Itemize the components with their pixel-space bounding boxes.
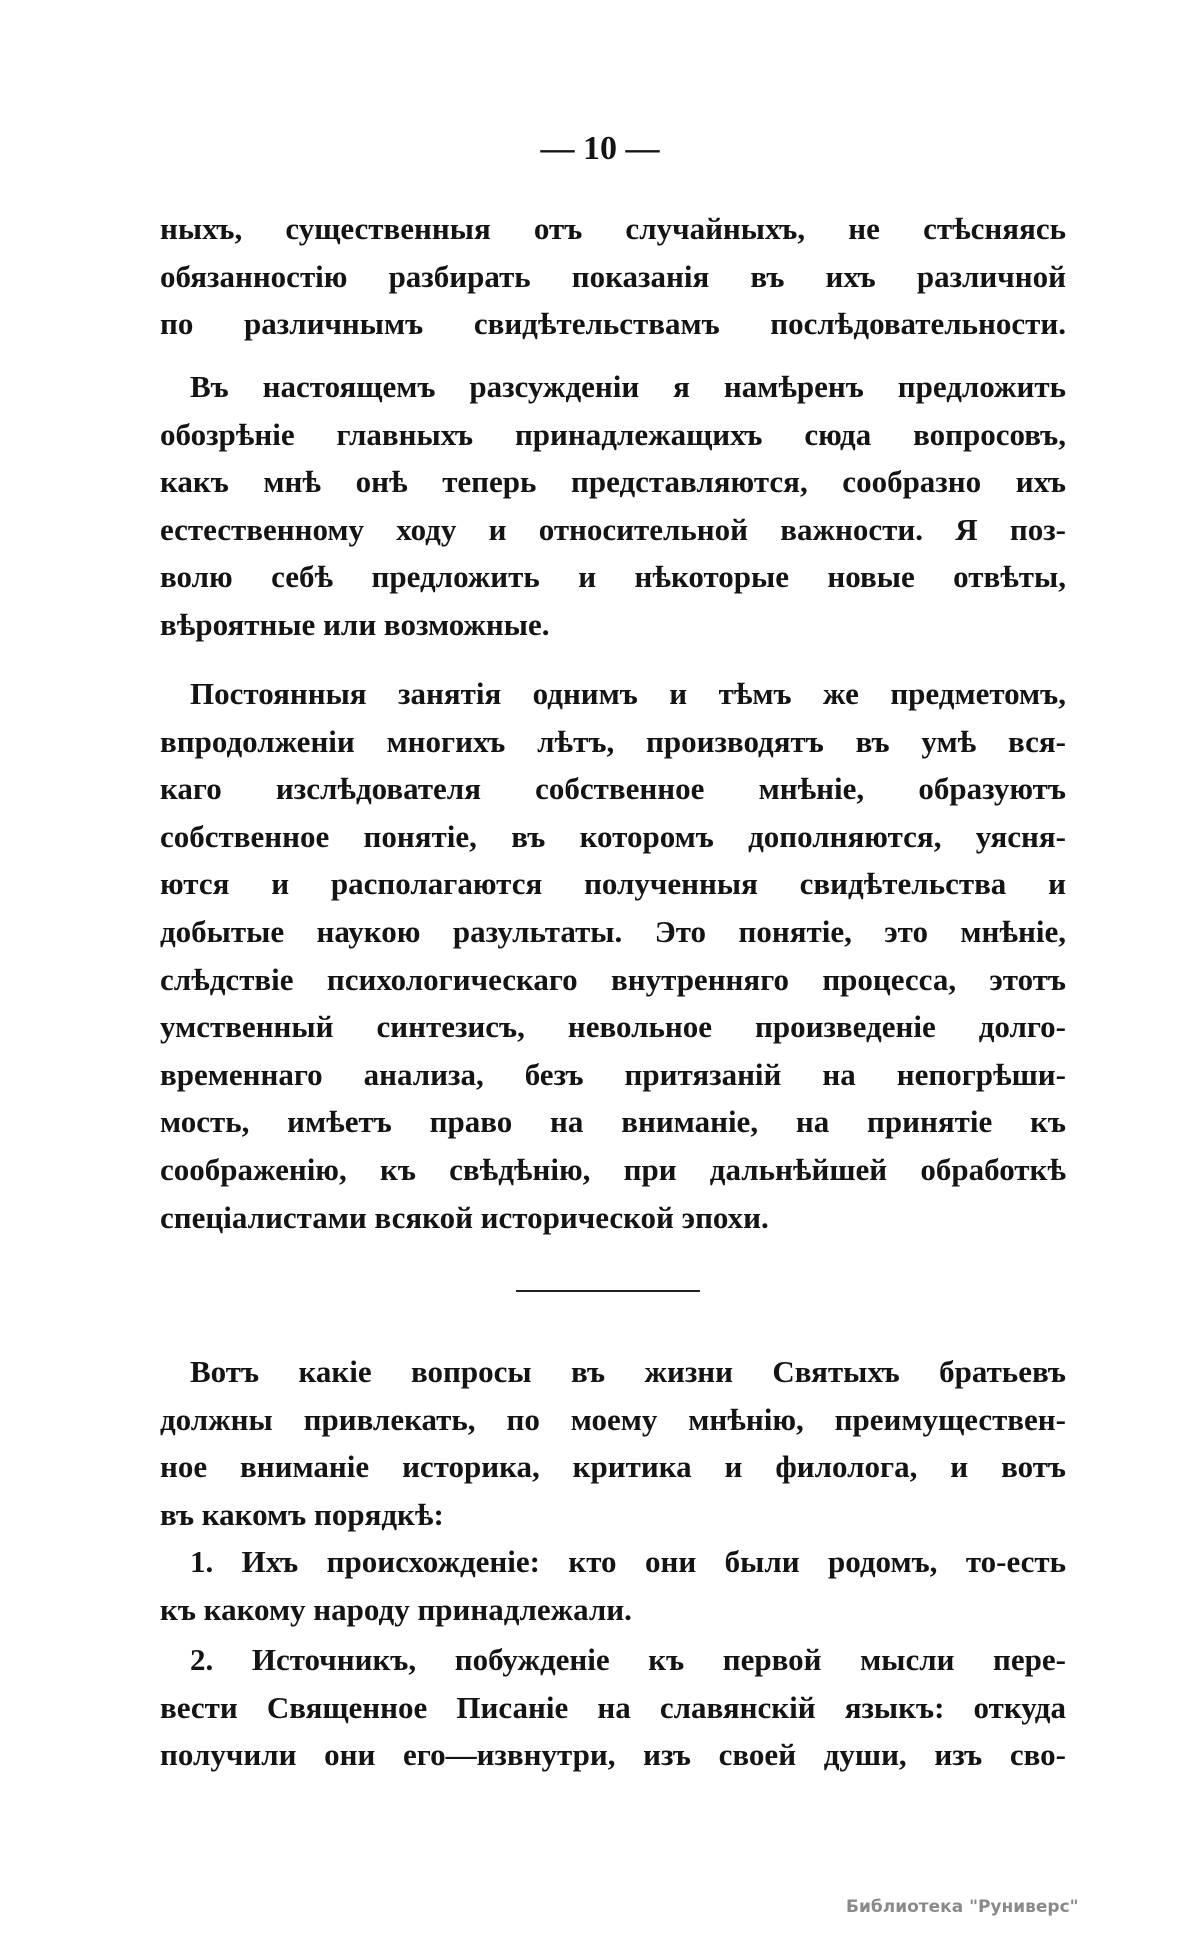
text-line: обозрѣніе главныхъ принадлежащихъ сюда вопросовъ, bbox=[160, 416, 1066, 452]
text-line: 1. Ихъ происхожденіе: кто они были родомъ, то-есть bbox=[190, 1544, 1066, 1579]
text-line: ются и располагаются полученныя свидѣтельства и bbox=[160, 866, 1066, 902]
text-line: волю себѣ предложить и нѣкоторые новые отвѣты, bbox=[160, 559, 1066, 595]
text-line: ное вниманіе историка, критика и филолога, и вотъ bbox=[160, 1449, 1066, 1485]
text-line: Постоянныя занятія однимъ и тѣмъ же предметомъ, bbox=[190, 676, 1066, 711]
page-number: — 10 — bbox=[540, 130, 660, 167]
text-line: собственное понятіе, въ которомъ дополняются, уясня- bbox=[160, 818, 1066, 854]
text-line: какъ мнѣ онѣ теперь представляются, сообразно ихъ bbox=[160, 464, 1066, 500]
text-line: слѣдствіе психологическаго внутренняго процесса, этотъ bbox=[160, 961, 1066, 997]
text-line: мость, имѣетъ право на вниманіе, на принятіе къ bbox=[160, 1104, 1066, 1140]
text-line: должны привлекать, по моему мнѣнію, преимуществен- bbox=[160, 1401, 1066, 1437]
text-line: естественному ходу и относительной важности. Я поз- bbox=[160, 511, 1066, 547]
text-line: получили они его—извнутри, изъ своей души, изъ сво- bbox=[160, 1737, 1066, 1773]
text-line: по различнымъ свидѣтельствамъ послѣдовательности. bbox=[160, 306, 1066, 342]
text-line: временнаго анализа, безъ притязаній на непогрѣши- bbox=[160, 1056, 1066, 1092]
text-line: Въ настоящемъ разсужденіи я намѣренъ предложить bbox=[190, 369, 1066, 404]
text-line: соображенію, къ свѣдѣнію, при дальнѣйшей обработкѣ bbox=[160, 1152, 1066, 1187]
text-line: Вотъ какіе вопросы въ жизни Святыхъ братьевъ bbox=[190, 1354, 1066, 1389]
text-line: вѣроятные или возможные. bbox=[160, 607, 550, 642]
text-line: 2. Источникъ, побужденіе къ первой мысли пере- bbox=[190, 1642, 1066, 1677]
text-line: вести Священное Писаніе на славянскій языкъ: откуда bbox=[160, 1689, 1066, 1725]
text-line: обязанностію разбирать показанія въ ихъ различной bbox=[160, 258, 1066, 294]
text-line: впродолженіи многихъ лѣтъ, производятъ въ умѣ вся- bbox=[160, 723, 1066, 759]
text-line: каго изслѣдователя собственное мнѣніе, образуютъ bbox=[160, 771, 1066, 807]
text-line: въ какомъ порядкѣ: bbox=[160, 1496, 444, 1532]
section-divider bbox=[516, 1290, 700, 1292]
text-line: умственный синтезисъ, невольное произведеніе долго- bbox=[160, 1009, 1066, 1045]
text-line: спеціалистами всякой исторической эпохи. bbox=[160, 1199, 769, 1235]
library-watermark: Библиотека "Руниверс" bbox=[846, 1897, 1079, 1917]
text-line: ныхъ, существенныя отъ случайныхъ, не стѣсняясь bbox=[160, 211, 1066, 246]
text-line: добытые наукою разультаты. Это понятіе, это мнѣніе, bbox=[160, 914, 1066, 949]
text-line: къ какому народу принадлежали. bbox=[160, 1591, 632, 1627]
